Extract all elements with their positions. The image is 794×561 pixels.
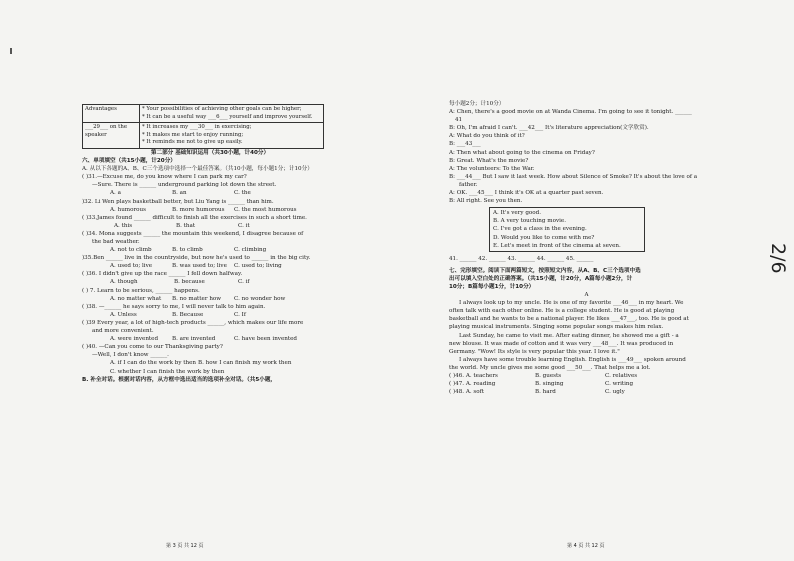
section-title: 七、完形填空。阅读下面两篇短文，按照短文内容，从A、B、C三个选项中选	[449, 267, 641, 274]
cloze-options: ( )47. A. reading B. singing C. writing	[449, 381, 634, 388]
table-line: * It can be a useful way ___6___ yourself and improve yourself.	[142, 113, 313, 120]
passage-line: I always look up to my uncle. He is one of my favorite ___46___ in my heart. We	[459, 300, 684, 307]
question-options: A. humorous B. more humorous C. the most humorous	[110, 206, 297, 213]
section-title-line: 10分；B篇每小题1分，计10分）	[449, 283, 535, 290]
passage-line: new blouse. It was made of cotton and it was very ___48___. It was produced in	[449, 340, 674, 347]
section-title: B. 补全对话。根据对话内容，从方框中选出适当的选项补全对话。（共5小题，	[82, 376, 277, 383]
passage-line: I always have some trouble learning English. English is ___49___ spoken around	[459, 356, 686, 363]
question-option: C. whether I can finish the work by then	[110, 368, 225, 375]
box-option: A. It's very good.	[493, 210, 541, 217]
section-title: 六、单项填空（共15小题，计20分）	[82, 158, 176, 165]
dialogue-line: B: All right. See you then.	[449, 198, 523, 205]
section-instruction: A. 从以下各题的A、B、C三个选项中选择一个最佳答案。（共10小题，每小题1分；计10分）	[82, 166, 313, 173]
question-options: A. a B. an C. the	[110, 190, 251, 197]
passage-label: A	[584, 292, 589, 299]
section-title-line: 出可以填入空白处的正确答案。（共15小题，计20分，A篇每小题2分，计	[449, 275, 633, 282]
passage-line: the world. My uncle gives me some good ___50___. That helps me a lot.	[449, 364, 651, 371]
cloze-options: ( )46. A. teachers B. guests C. relatives	[449, 373, 638, 379]
question-options: A. used to; live B. was used to; live C. used to; living	[110, 263, 282, 270]
question-stem: ( ) 7. Learn to be serious, ______ happens.	[82, 287, 200, 294]
scan-mark	[10, 48, 12, 54]
dialogue-line: B: Great. What's the movie?	[449, 157, 529, 164]
question-extra: —Well, I don't know ______.	[92, 352, 169, 359]
dialogue-line: B: ___44___ But I saw it last week. How about Silence of Smoke? It's about the love of a	[449, 173, 698, 180]
box-option: D. Would you like to come with me?	[493, 234, 595, 241]
question-options: A. were invented B. are invented C. have been invented	[110, 336, 298, 343]
dialogue-line: B: Oh, I'm afraid I can't. ___42___ It's literature appreciation(文学欣赏).	[449, 125, 649, 132]
section-instruction: 每小题2分；计10分）	[449, 101, 505, 107]
question-stem: ( )31.—Excuse me, do you know where I can park my car?	[82, 174, 247, 181]
right-page	[449, 100, 724, 396]
question-extra: —Sure. There is ______ underground parking lot down the street.	[92, 182, 277, 189]
passage-line: often talk with each other online. He is a college student. He is good at playing	[449, 308, 675, 315]
question-options: A. though B. because C. if	[110, 279, 250, 286]
dialogue-line: A: Chen, there's a good movie on at Wanda Cinema. I'm going to see it tonight. ______	[449, 109, 692, 116]
page-number: 第 3 页 共 12 页	[166, 543, 204, 549]
table-line: * It increases my ___30___ in exercising;	[142, 124, 252, 131]
question-options: A. if I can do the work by then B. how I can finish my work then	[110, 360, 292, 367]
question-stem: ( )40. —Can you come to our Thanksgiving party?	[82, 344, 223, 351]
dialogue-line: 41	[455, 117, 463, 124]
passage-line: basketball and he wants to be a national player. He likes ___47___, too. He is good at	[449, 316, 689, 323]
question-stem: ( )34. Mona suggests ______ the mountain this weekend, I disagree because of	[82, 230, 304, 237]
question-stem: ( )39 Every year, a lot of high-tech products ______, which makes our life more	[82, 319, 304, 326]
dialogue-line: A: Then what about going to the cinema on Friday?	[449, 149, 595, 156]
box-option: E. Let's meet in front of the cinema at seven.	[493, 242, 621, 249]
question-stem: )32. Li Wen plays basketball better, but Liu Yang is ______ than him.	[82, 198, 274, 205]
passage-line: Last Sunday, he came to visit me. After eating dinner, he showed me a gift - a	[459, 332, 679, 339]
passage-line: Germany. "Wow! Its style is very popular this year. I love it."	[449, 348, 620, 355]
page-number: 第 4 页 共 12 页	[567, 543, 605, 549]
options-box	[489, 207, 645, 251]
table-line: * It reminds me not to give up easily.	[142, 139, 243, 146]
cloze-options: ( )48. A. soft B. hard C. ugly	[449, 389, 625, 396]
question-extra: and more convenient.	[92, 328, 154, 335]
table-value	[140, 105, 324, 123]
table-row	[83, 123, 324, 149]
question-options: A. no matter what B. no matter how C. no wonder how	[110, 295, 286, 302]
passage-line: playing musical instruments. Singing some popular songs makes him relax.	[449, 324, 664, 331]
dialogue-line: A: The volunteers: To the War.	[449, 165, 535, 172]
box-option: B. A very touching movie.	[493, 218, 566, 225]
dialogue-line: father.	[459, 181, 478, 188]
question-stem: ( )36. I didn't give up the race ______ I fell down halfway.	[82, 271, 243, 278]
dialogue-line: B: ___43___	[449, 141, 481, 148]
question-stem: ( )38. —______ he says sorry to me, I will never talk to him again.	[82, 303, 266, 310]
box-option: C. I've got a class in the evening.	[493, 226, 587, 233]
question-extra: the bad weather.	[92, 239, 140, 245]
page-indicator: 2/6	[767, 243, 789, 274]
dialogue-line: A: OK. ___45___ I think it's OK at a quarter past seven.	[449, 190, 604, 197]
table-value	[140, 123, 324, 149]
question-options: A. this B. that C. it	[114, 222, 250, 229]
left-page	[82, 100, 338, 384]
dialogue-line: A: What do you think of it?	[449, 133, 525, 140]
question-options: A. Unless B. Because C. If	[110, 311, 246, 318]
answer-line: 41. ______ 42. ______ 43. ______ 44. ______ 45. ______	[449, 255, 594, 262]
summary-table	[82, 104, 324, 149]
question-options: A. not to climb B. to climb C. climbing	[110, 247, 267, 254]
question-stem: ( )33.James found ______ difficult to finish all the exercises in such a short time.	[82, 214, 307, 221]
table-line: * Your possibilities of achieving other goals can be higher;	[142, 106, 302, 112]
table-line: * It makes me start to enjoy running;	[142, 131, 244, 138]
table-key: ___29___ on the speaker	[83, 123, 140, 149]
table-key: Advantages	[83, 105, 140, 123]
question-stem: )35.Ben ______ live in the countryside, but now he's used to ______ in the big city.	[82, 255, 311, 262]
table-row	[83, 105, 324, 123]
part-title: 第二部分 基础知识运用（共30小题，计40分）	[150, 149, 270, 156]
